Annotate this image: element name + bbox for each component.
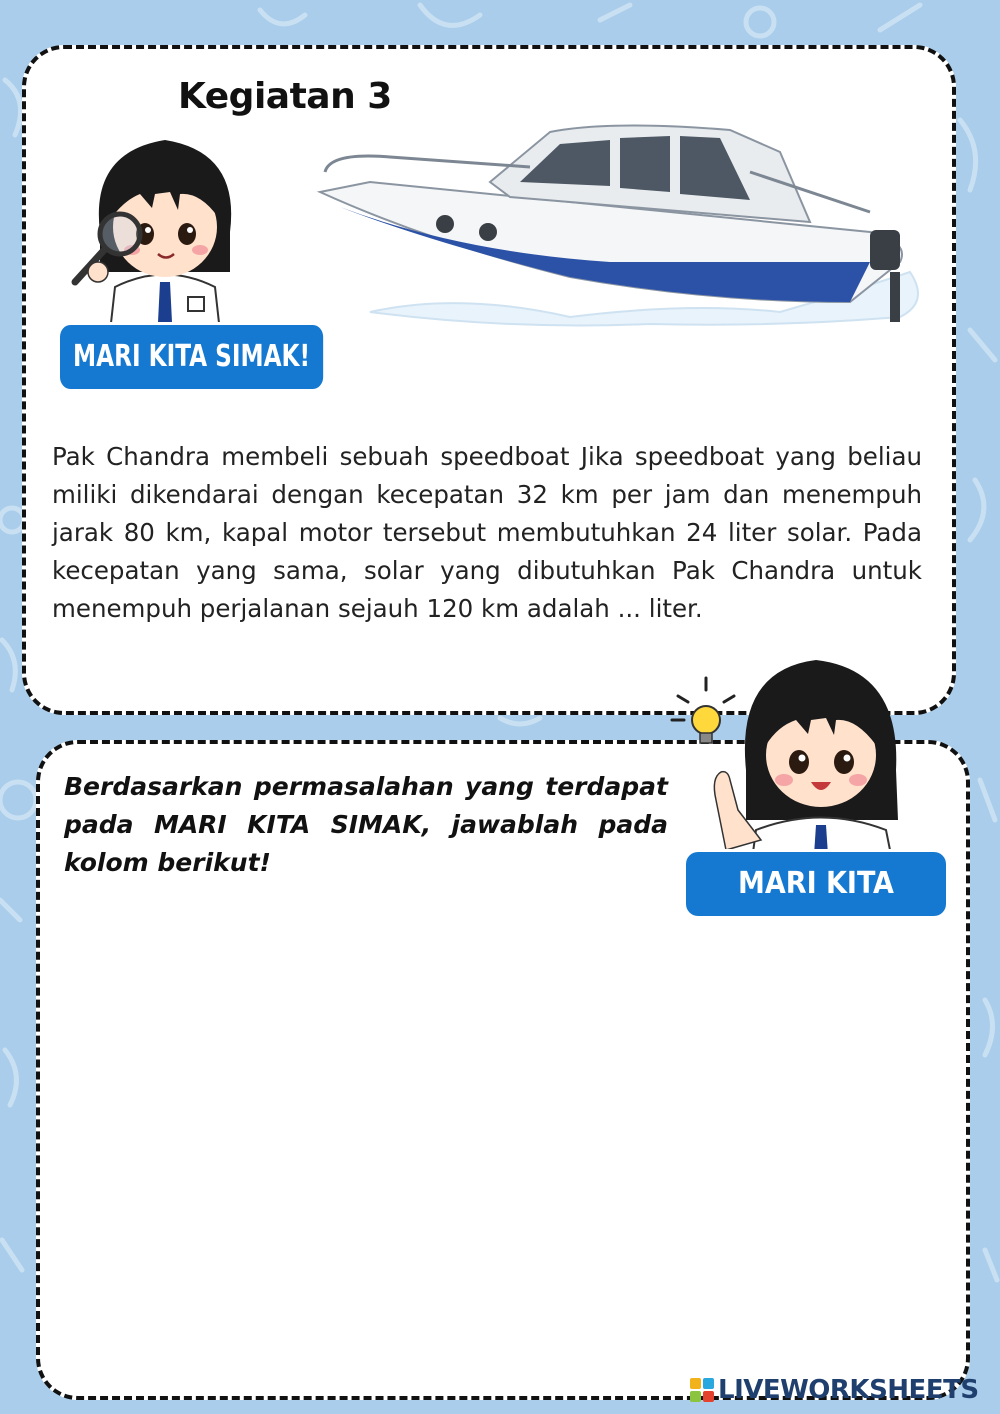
liveworksheets-logo [690, 1373, 979, 1407]
instruction-text: Berdasarkan permasalahan yang terdapat pada MARI KITA SIMAK, jawablah pada kolom berikut! [64, 772, 668, 877]
jawab-badge: MARI KITA JAWAB [686, 852, 946, 916]
answer-area[interactable] [64, 930, 944, 1370]
logo-mark-icon [690, 1378, 714, 1402]
simak-badge: MARI KITA SIMAK! [60, 325, 323, 389]
story-text: Pak Chandra membeli sebuah speedboat Jika speedboat yang beliau miliki dikendarai dengan kecepatan 32 km per jam dan menempuh jarak 80 km, kapal motor tersebut membutuhkan 24 liter solar. Pada kecepatan yang sama, solar yang dibutuhkan Pak Chandra untuk menempuh perjalanan sejauh 120 km adalah ... liter. [52, 442, 922, 623]
speedboat-illustration [310, 112, 940, 342]
lightbulb-icon [672, 678, 734, 743]
activity-title: Kegiatan 3 [178, 76, 392, 117]
girl-magnifier-illustration [60, 122, 270, 332]
girl-idea-illustration [666, 650, 926, 860]
logo-text: LIVEWORKSHEETS [718, 1375, 979, 1405]
